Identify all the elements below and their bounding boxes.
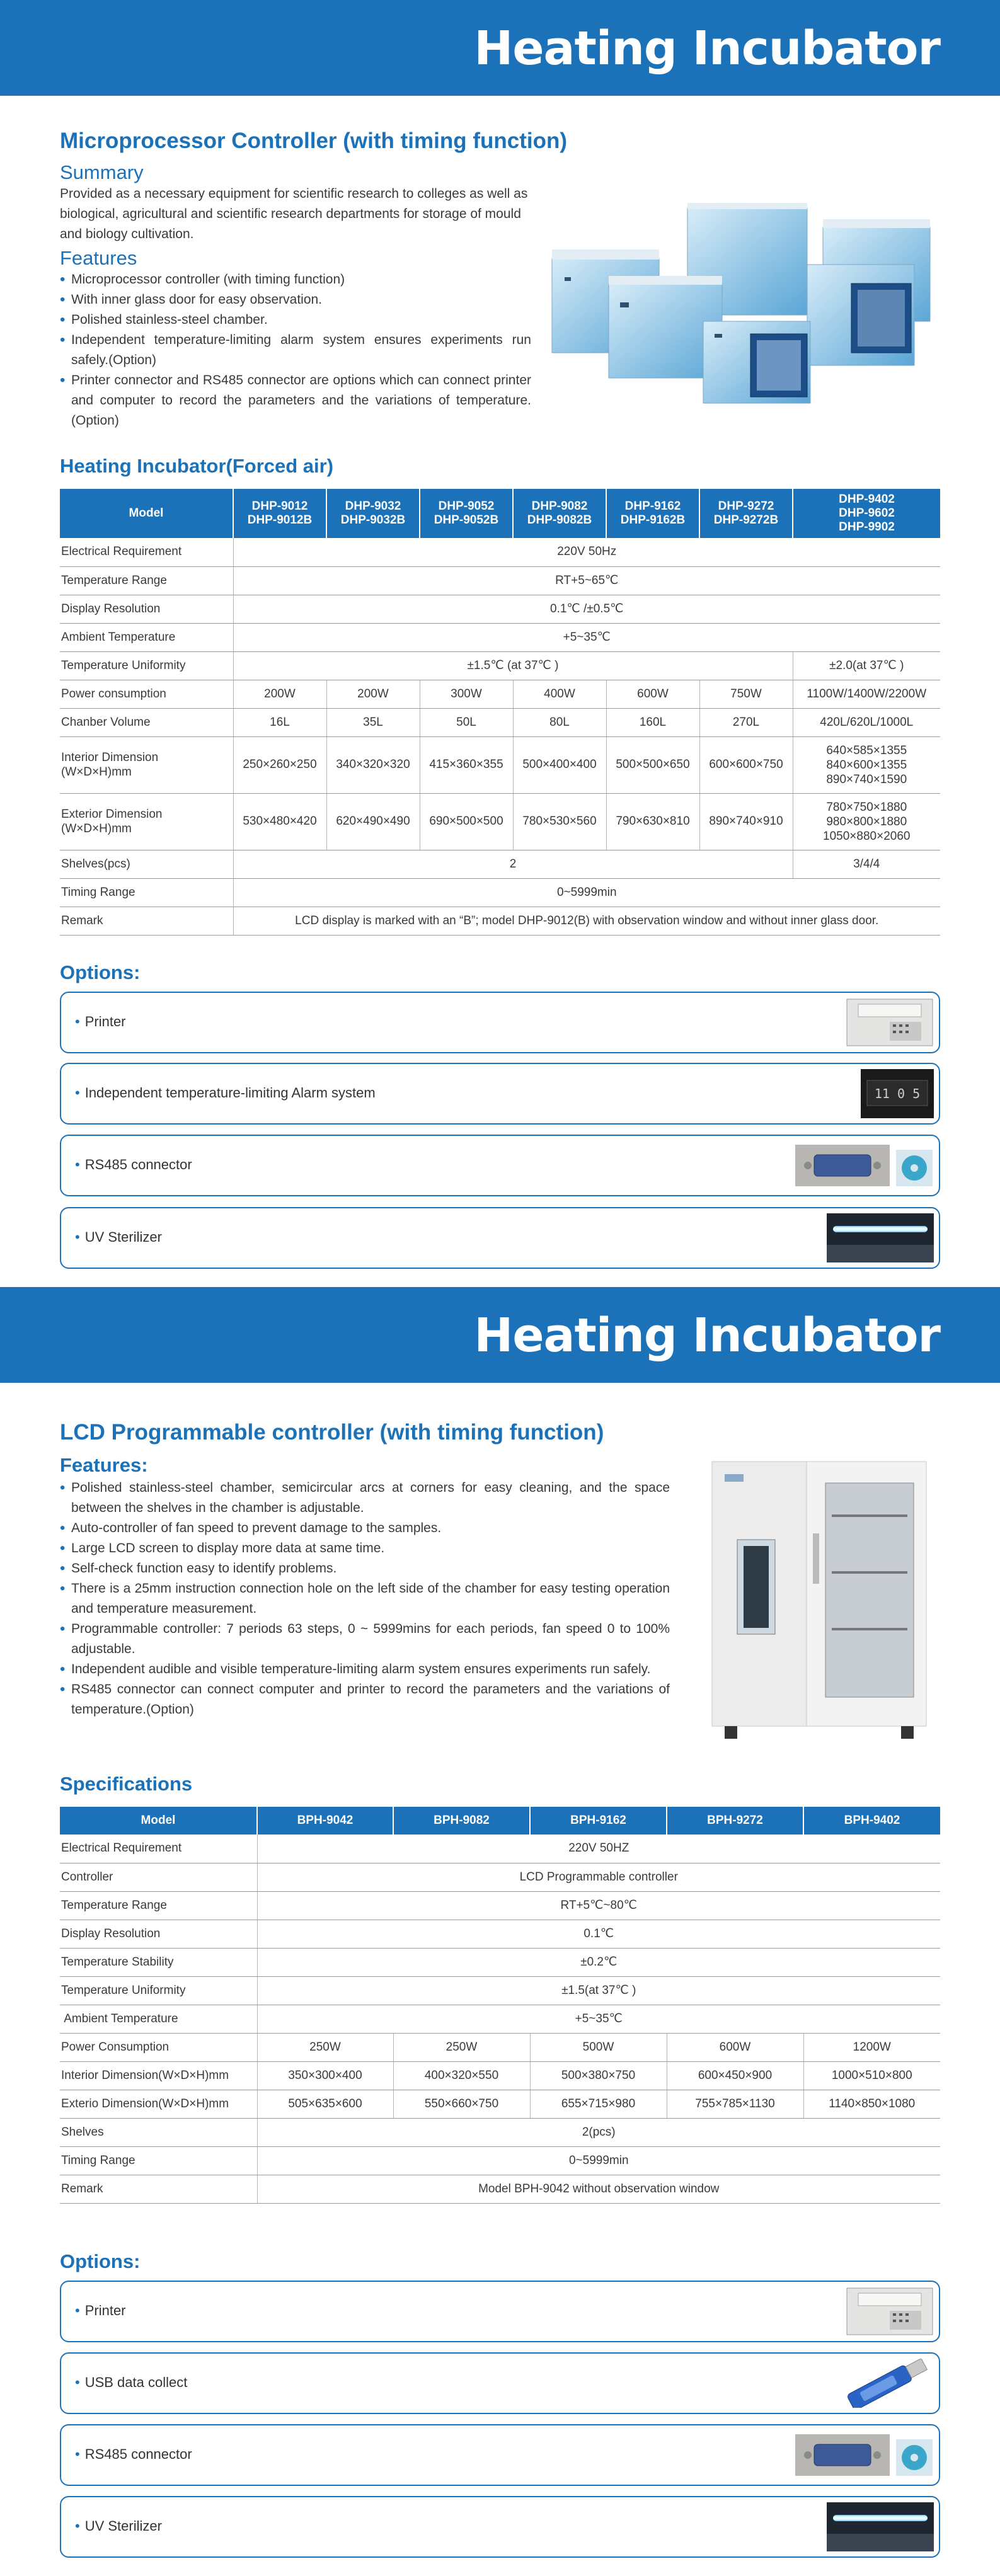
table-cell: 600×450×900 (667, 2061, 803, 2090)
banner-title: Heating Incubator (474, 21, 940, 76)
table-row (60, 708, 940, 736)
table-cell: 600W (667, 2033, 803, 2061)
table-cell: 80L (513, 708, 606, 736)
header-cell (420, 489, 513, 538)
header-cell: BPH-9162 (530, 1807, 667, 1835)
header-model: Model (60, 1807, 257, 1835)
table-cell: 790×630×810 (606, 793, 699, 850)
option-alarm (60, 1063, 940, 1125)
model-name: DHP-9082 DHP-9082B (527, 500, 592, 527)
table-cell: 16L (233, 708, 326, 736)
header-cell: BPH-9042 (257, 1807, 393, 1835)
uv-sterilizer-image (827, 2502, 934, 2551)
table-cell: +5~35℃ (257, 2005, 940, 2033)
table-cell: 1200W (803, 2033, 940, 2061)
header-cell: BPH-9272 (667, 1807, 803, 1835)
row-label: Ambient Temperature (60, 623, 233, 651)
table-header-row (60, 1807, 940, 1835)
incubators-photo (546, 202, 943, 409)
banner-title: Heating Incubator (474, 1308, 940, 1363)
table-cell: ±1.5(at 37℃ ) (257, 1976, 940, 2005)
table-cell: 600×600×750 (699, 736, 793, 793)
spec-heading: Specifications (60, 1773, 193, 1795)
table-cell: 0.1℃ /±0.5℃ (233, 595, 940, 623)
spec-table-forced-air (60, 489, 940, 936)
row-label: Power Consumption (60, 2033, 257, 2061)
row-label: Timing Range (60, 2146, 257, 2175)
row-label: Power consumption (60, 680, 233, 708)
options-section-2 (60, 2250, 940, 2273)
list-item: • There is a 25mm instruction connection hole on the left side of the chamber for easy testing operation and temperature measurement. (60, 1579, 670, 1619)
alarm-display-image (861, 1069, 934, 1118)
header-cell (233, 489, 326, 538)
table-cell: 0.1℃ (257, 1920, 940, 1948)
header-model: Model (60, 489, 233, 538)
table-row (60, 2005, 940, 2033)
model-name: DHP-9402 DHP-9602 DHP-9902 (839, 493, 895, 534)
table-row (60, 680, 940, 708)
table-row (60, 623, 940, 651)
table-row (60, 2118, 940, 2146)
row-label: Display Resolution (60, 595, 233, 623)
header-cell (606, 489, 699, 538)
table-row (60, 2090, 940, 2118)
table-cell: 500W (530, 2033, 667, 2061)
table-cell: ±0.2℃ (257, 1948, 940, 1976)
list-item: • RS485 connector can connect computer and printer to record the parameters and the variations of temperature.(Option) (60, 1680, 670, 1720)
option-label: • UV Sterilizer (75, 2518, 162, 2534)
table-row (60, 651, 940, 680)
model-name: DHP-9012 DHP-9012B (247, 500, 313, 527)
table-cell: 160L (606, 708, 699, 736)
section-heading: LCD Programmable controller (with timing function) (60, 1420, 604, 1445)
table-cell: 890×740×910 (699, 793, 793, 850)
table-cell: 0~5999min (257, 2146, 940, 2175)
list-item: • Auto-controller of fan speed to prevent damage to the samples. (60, 1518, 670, 1538)
table-row (60, 1891, 940, 1920)
row-label: Shelves(pcs) (60, 850, 233, 878)
list-item: • Large LCD screen to display more data at same time. (60, 1538, 670, 1559)
row-label: Shelves (60, 2118, 257, 2146)
usb-stick-image (839, 2359, 934, 2408)
model-name: DHP-9162 DHP-9162B (620, 500, 686, 527)
summary-heading: Summary (60, 161, 144, 183)
option-printer (60, 2281, 940, 2342)
row-label: Temperature Stability (60, 1948, 257, 1976)
row-label: Remark (60, 2175, 257, 2203)
option-label: • Printer (75, 2303, 126, 2319)
table-cell: 250W (393, 2033, 530, 2061)
row-label: Display Resolution (60, 1920, 257, 1948)
spec-table-programmable (60, 1807, 940, 2204)
row-label: Temperature Range (60, 566, 233, 595)
option-usb (60, 2352, 940, 2414)
programmable-incubator-photo (706, 1458, 933, 1748)
rs485-connector-image (795, 1141, 934, 1190)
table-cell: 200W (233, 680, 326, 708)
table-cell: 500×380×750 (530, 2061, 667, 2090)
second-banner (0, 1287, 1000, 1383)
table-cell: 620×490×490 (326, 793, 420, 850)
table-cell: 600W (606, 680, 699, 708)
table-row (60, 2146, 940, 2175)
features-heading: Features: (60, 1454, 148, 1476)
row-label: Controller (60, 1863, 257, 1891)
table-row (60, 1835, 940, 1863)
option-uv (60, 1207, 940, 1269)
table-cell: 0~5999min (233, 878, 940, 907)
option-label: • Independent temperature-limiting Alarm system (75, 1085, 376, 1101)
row-label: Ambient Temperature (60, 2005, 257, 2033)
table-row (60, 1948, 940, 1976)
table-row (60, 1863, 940, 1891)
option-label: • UV Sterilizer (75, 1229, 162, 1245)
table1-section (60, 455, 940, 478)
table-row (60, 595, 940, 623)
list-item: • Programmable controller: 7 periods 63 steps, 0 ~ 5999mins for each periods, fan speed 0 to 100% adjustable. (60, 1619, 670, 1659)
table-row (60, 2175, 940, 2203)
row-label: Exterio Dimension(W×D×H)mm (60, 2090, 257, 2118)
spec-section (60, 1773, 940, 1795)
table-cell: LCD display is marked with an “B”; model DHP-9012(B) with observation window and without inner glass door. (233, 907, 940, 935)
row-label: Interior Dimension (W×D×H)mm (60, 736, 233, 793)
table-cell: 3/4/4 (793, 850, 940, 878)
header-cell: BPH-9402 (803, 1807, 940, 1835)
model-name: DHP-9272 DHP-9272B (713, 500, 779, 527)
table-row (60, 2033, 940, 2061)
option-rs485 (60, 1135, 940, 1196)
table-cell: 500×500×650 (606, 736, 699, 793)
row-label: Temperature Uniformity (60, 651, 233, 680)
table-cell: 270L (699, 708, 793, 736)
options-heading: Options: (60, 961, 141, 983)
options-heading: Options: (60, 2250, 141, 2272)
table-cell: +5~35℃ (233, 623, 940, 651)
table-cell: Model BPH-9042 without observation window (257, 2175, 940, 2203)
table-cell: 530×480×420 (233, 793, 326, 850)
list-item: • Independent audible and visible temperature-limiting alarm system ensures experiments run safely. (60, 1659, 670, 1680)
table-heading: Heating Incubator(Forced air) (60, 455, 334, 477)
option-printer (60, 992, 940, 1053)
table-cell: 780×530×560 (513, 793, 606, 850)
features-list (60, 1478, 670, 1720)
table-cell: 755×785×1130 (667, 2090, 803, 2118)
option-label: • USB data collect (75, 2374, 187, 2391)
table-row (60, 793, 940, 850)
table-cell: 415×360×355 (420, 736, 513, 793)
row-label: Remark (60, 907, 233, 935)
table-cell: 220V 50HZ (257, 1835, 940, 1863)
list-item: • Printer connector and RS485 connector are options which can connect printer and computer to record the parameters and the variations of temperature.(Option) (60, 370, 531, 431)
printer-image (846, 998, 934, 1047)
section-heading: Microprocessor Controller (with timing function) (60, 129, 567, 153)
table-cell: 50L (420, 708, 513, 736)
table-cell: 500×400×400 (513, 736, 606, 793)
header-cell (513, 489, 606, 538)
options-section (60, 961, 940, 984)
header-cell (326, 489, 420, 538)
table-cell: 300W (420, 680, 513, 708)
table-header-row (60, 489, 940, 538)
list-item: • Independent temperature-limiting alarm system ensures experiments run safely.(Option) (60, 330, 531, 370)
list-item: • Polished stainless-steel chamber. (60, 310, 531, 330)
row-label: Chanber Volume (60, 708, 233, 736)
table-cell: 200W (326, 680, 420, 708)
table-cell: 220V 50Hz (233, 538, 940, 566)
table-cell: 750W (699, 680, 793, 708)
row-label: Interior Dimension(W×D×H)mm (60, 2061, 257, 2090)
option-label: • RS485 connector (75, 2446, 192, 2463)
features-heading: Features (60, 247, 137, 269)
summary-text: Provided as a necessary equipment for scientific research to colleges as well as biological, agricultural and scientific research departments for storage of mould and biology cultivation. (60, 186, 528, 241)
option-label: • RS485 connector (75, 1157, 192, 1173)
table-row (60, 1976, 940, 2005)
table-cell: 780×750×1880 980×800×1880 1050×880×2060 (793, 793, 940, 850)
alarm-digits: 11 0 5 (874, 1086, 921, 1101)
table-cell: 1100W/1400W/2200W (793, 680, 940, 708)
option-label: • Printer (75, 1014, 126, 1030)
table-cell: 1000×510×800 (803, 2061, 940, 2090)
list-item: • Microprocessor controller (with timing function) (60, 270, 531, 290)
table-row (60, 538, 940, 566)
table-cell: 690×500×500 (420, 793, 513, 850)
header-cell (699, 489, 793, 538)
table-cell: 655×715×980 (530, 2090, 667, 2118)
table-row (60, 566, 940, 595)
table-cell: 550×660×750 (393, 2090, 530, 2118)
table-cell: 400W (513, 680, 606, 708)
table-row (60, 2061, 940, 2090)
row-label: Exterior Dimension (W×D×H)mm (60, 793, 233, 850)
table-cell: 2(pcs) (257, 2118, 940, 2146)
model-name: DHP-9032 DHP-9032B (340, 500, 406, 527)
table-cell: LCD Programmable controller (257, 1863, 940, 1891)
table-cell: 1140×850×1080 (803, 2090, 940, 2118)
table-cell: 505×635×600 (257, 2090, 393, 2118)
table-cell: 400×320×550 (393, 2061, 530, 2090)
row-label: Temperature Range (60, 1891, 257, 1920)
table-row (60, 907, 940, 935)
list-item: • Polished stainless-steel chamber, semicircular arcs at corners for easy cleaning, and the space between the shelves in the chamber is adjustable. (60, 1478, 670, 1518)
table-cell: 250W (257, 2033, 393, 2061)
table-cell: RT+5℃~80℃ (257, 1891, 940, 1920)
list-item: • With inner glass door for easy observation. (60, 290, 531, 310)
top-banner (0, 0, 1000, 96)
rs485-connector-image (795, 2430, 934, 2480)
printer-image (846, 2287, 934, 2336)
table-cell: 250×260×250 (233, 736, 326, 793)
table-cell: 2 (233, 850, 793, 878)
model-name: DHP-9052 DHP-9052B (434, 500, 499, 527)
header-cell: BPH-9082 (393, 1807, 530, 1835)
table-cell: 340×320×320 (326, 736, 420, 793)
table-cell: 35L (326, 708, 420, 736)
features-list (60, 270, 531, 431)
table-cell: ±2.0(at 37℃ ) (793, 651, 940, 680)
option-rs485 (60, 2424, 940, 2486)
table-cell: 350×300×400 (257, 2061, 393, 2090)
table-row (60, 850, 940, 878)
row-label: Electrical Requirement (60, 1835, 257, 1863)
row-label: Temperature Uniformity (60, 1976, 257, 2005)
table-cell: ±1.5℃ (at 37℃ ) (233, 651, 793, 680)
table-cell: 420L/620L/1000L (793, 708, 940, 736)
header-cell (793, 489, 940, 538)
table-row (60, 736, 940, 793)
table-row (60, 878, 940, 907)
table-cell: RT+5~65℃ (233, 566, 940, 595)
list-item: • Self-check function easy to identify problems. (60, 1559, 670, 1579)
option-uv (60, 2496, 940, 2558)
row-label: Timing Range (60, 878, 233, 907)
uv-sterilizer-image (827, 1213, 934, 1262)
row-label: Electrical Requirement (60, 538, 233, 566)
table-row (60, 1920, 940, 1948)
table-cell: 640×585×1355 840×600×1355 890×740×1590 (793, 736, 940, 793)
